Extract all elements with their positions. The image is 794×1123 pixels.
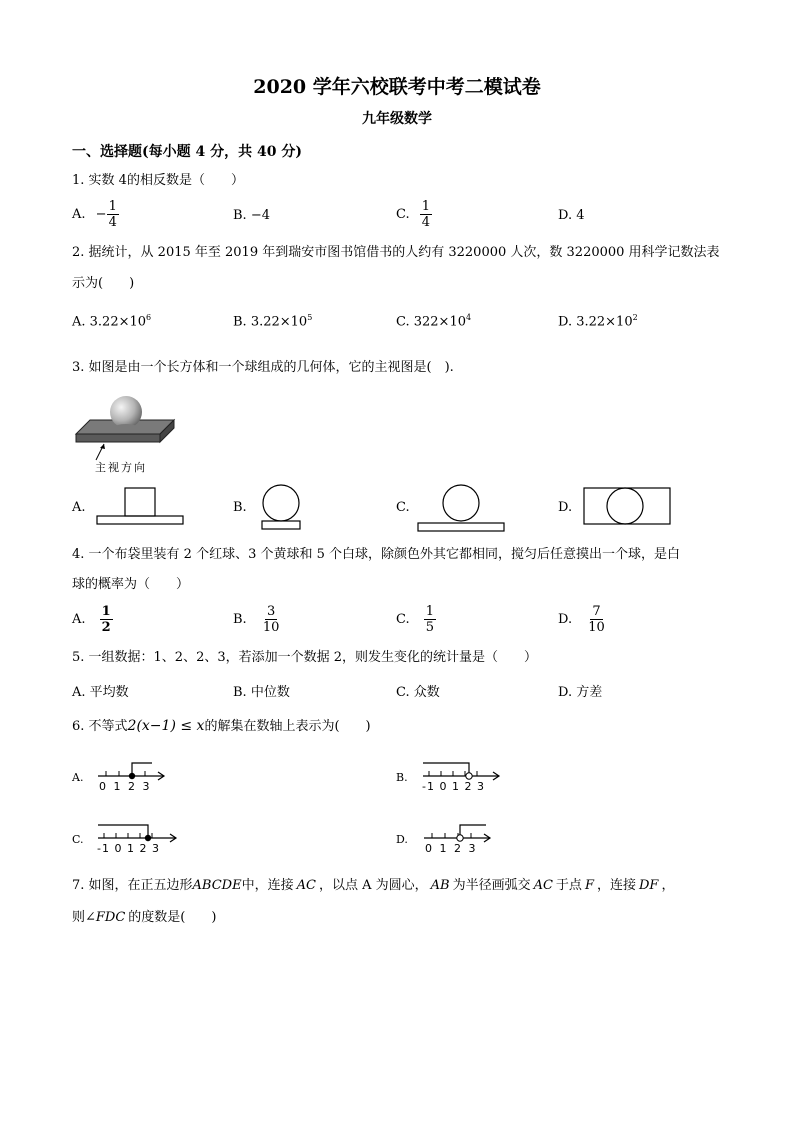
q6-option-b-ticks: -1 0 1 2 3 bbox=[422, 780, 485, 793]
q1-a-fraction bbox=[107, 199, 119, 230]
q6-suffix: 的解集在数轴上表示为( ) bbox=[204, 719, 371, 734]
q2-stem-line2: 示为( ) bbox=[72, 276, 135, 291]
q1-option-d: D. 4 bbox=[558, 208, 585, 223]
q1-a-num: 1 bbox=[108, 199, 117, 214]
q7-text-1: 7. 如图，在正五边形 bbox=[72, 878, 193, 893]
q7-text-2: 中，连接 bbox=[241, 878, 294, 893]
q4-option-c bbox=[396, 604, 436, 635]
q7-text-3: ，以点 A 为圆心， bbox=[318, 878, 428, 893]
q5-option-c: C. 众数 bbox=[396, 685, 440, 700]
q4-a-den: 2 bbox=[101, 620, 111, 635]
q6-prefix: 6. 不等式 bbox=[72, 719, 128, 734]
q2-b-text: B. 3.22×10 bbox=[233, 314, 308, 330]
q1-stem: 1. 实数 4的相反数是（ ） bbox=[72, 173, 244, 188]
q1-a-den: 4 bbox=[108, 215, 117, 230]
q3-option-c-label: C. bbox=[396, 500, 410, 515]
q6-option-d-ticks: 0 1 2 3 bbox=[425, 842, 478, 855]
q3-option-d-figure bbox=[582, 486, 674, 528]
q1-c-num: 1 bbox=[421, 199, 431, 214]
q5-option-d: D. 方差 bbox=[558, 685, 603, 700]
q6-option-a-ticks: 0 1 2 3 bbox=[99, 780, 152, 793]
q3-option-d-label: D. bbox=[558, 500, 573, 515]
q7-pentagon-label: ABCDE bbox=[192, 878, 242, 893]
q4-c-num: 1 bbox=[425, 604, 435, 619]
ball-contact bbox=[114, 424, 138, 432]
q6-stem bbox=[72, 716, 371, 737]
q2-a-text: A. 3.22×10 bbox=[72, 314, 147, 330]
q7-stem-line2 bbox=[72, 908, 216, 928]
q4-b-num: 3 bbox=[266, 604, 276, 619]
q7-angle-prefix: 则∠ bbox=[72, 910, 96, 925]
q4-b-fraction bbox=[261, 604, 282, 635]
ball bbox=[110, 396, 142, 428]
q1-c-den: 4 bbox=[421, 215, 431, 230]
q7-segment-ac: AC bbox=[296, 878, 316, 893]
q6-option-b-label: B. bbox=[396, 771, 408, 784]
q6-option-a-label: A. bbox=[72, 771, 84, 784]
q7-stem-line1 bbox=[72, 876, 674, 896]
q1-c-label: C. bbox=[396, 207, 410, 222]
q7-text-7: ， bbox=[661, 878, 675, 893]
q4-c-den: 5 bbox=[425, 620, 435, 635]
q3-option-b-label: B. bbox=[233, 500, 247, 515]
q4-stem-line1: 4. 一个布袋里装有 2 个红球、3 个黄球和 5 个白球，除颜色外其它都相同，搅匀后任意摸出一个球，是白 bbox=[72, 547, 681, 562]
q2-b-exp: 5 bbox=[307, 313, 313, 322]
exam-title: 2020 学年六校联考中考二模试卷 bbox=[253, 76, 541, 98]
q1-option-b: B. −4 bbox=[233, 208, 270, 223]
q2-c-exp: 4 bbox=[466, 313, 472, 322]
q2-d-text: D. 3.22×10 bbox=[558, 314, 633, 330]
q3-solid-figure bbox=[74, 392, 184, 454]
q4-a-fraction bbox=[100, 604, 113, 635]
q7-text-end: 的度数是( ) bbox=[128, 910, 217, 925]
q7-segment-df: DF bbox=[638, 878, 659, 893]
q4-d-den: 10 bbox=[588, 620, 605, 635]
q4-a-num: 1 bbox=[101, 604, 111, 619]
q3-stem: 3. 如图是由一个长方体和一个球组成的几何体，它的主视图是( ). bbox=[72, 360, 454, 375]
q7-point-f: F bbox=[584, 878, 594, 893]
q5-stem: 5. 一组数据：1、2、2、3，若添加一个数据 2，则发生变化的统计量是（ ） bbox=[72, 650, 538, 665]
q7-text-6: ，连接 bbox=[596, 878, 636, 893]
q7-text-5: 于点 bbox=[555, 878, 582, 893]
q2-option-a bbox=[72, 313, 151, 329]
q4-b-den: 10 bbox=[262, 620, 280, 635]
q5-option-a: A. 平均数 bbox=[72, 685, 129, 700]
q4-option-a bbox=[72, 604, 113, 635]
q7-segment-ab: AB bbox=[430, 878, 450, 893]
q7-text-4: 为半径画弧交 bbox=[452, 878, 531, 893]
q4-stem-line2: 球的概率为（ ） bbox=[72, 577, 190, 592]
q1-option-a bbox=[72, 199, 119, 230]
q3-option-a-figure bbox=[95, 486, 187, 528]
q4-c-label: C. bbox=[396, 612, 410, 627]
q7-segment-ac-2: AC bbox=[533, 878, 553, 893]
q2-option-b bbox=[233, 313, 312, 329]
q4-b-label: B. bbox=[233, 612, 247, 627]
q1-a-label: A. bbox=[72, 207, 86, 222]
q6-inequality: 2(x−1) ≤ x bbox=[127, 718, 205, 734]
q4-d-label: D. bbox=[558, 612, 573, 627]
box-front-face bbox=[76, 434, 160, 442]
q4-option-d bbox=[558, 604, 607, 635]
q2-option-d bbox=[558, 313, 638, 329]
q4-d-fraction bbox=[586, 604, 607, 635]
q1-c-fraction bbox=[420, 199, 432, 230]
q6-option-c-label: C. bbox=[72, 833, 84, 846]
q3-figure-caption: 主视方向 bbox=[95, 461, 147, 474]
section-heading: 一、选择题(每小题 4 分，共 40 分) bbox=[72, 144, 302, 160]
q2-d-exp: 2 bbox=[632, 313, 638, 322]
q2-c-text: C. 322×10 bbox=[396, 314, 466, 330]
arrow-head-icon bbox=[100, 444, 105, 449]
q7-angle-fdc: FDC bbox=[95, 910, 126, 925]
q2-stem-line1: 2. 据统计，从 2015 年至 2019 年到瑞安市图书馆借书的人约有 3220000 人次，数 3220000 用科学记数法表 bbox=[72, 245, 720, 260]
q6-option-d-label: D. bbox=[396, 833, 408, 846]
q2-option-c bbox=[396, 313, 471, 329]
q1-option-c bbox=[396, 199, 432, 230]
q4-d-num: 7 bbox=[592, 604, 601, 619]
q3-option-b-figure bbox=[259, 484, 305, 532]
exam-subtitle: 九年级数学 bbox=[362, 111, 432, 127]
q3-option-a-label: A. bbox=[72, 500, 86, 515]
q3-option-c-figure bbox=[416, 484, 508, 534]
q4-option-b bbox=[233, 604, 281, 635]
q6-option-c-ticks: -1 0 1 2 3 bbox=[97, 842, 160, 855]
q2-a-exp: 6 bbox=[146, 313, 152, 322]
q4-c-fraction bbox=[424, 604, 436, 635]
q4-a-label: A. bbox=[72, 612, 86, 627]
q5-option-b: B. 中位数 bbox=[233, 685, 290, 700]
q1-a-sign: − bbox=[95, 207, 107, 222]
